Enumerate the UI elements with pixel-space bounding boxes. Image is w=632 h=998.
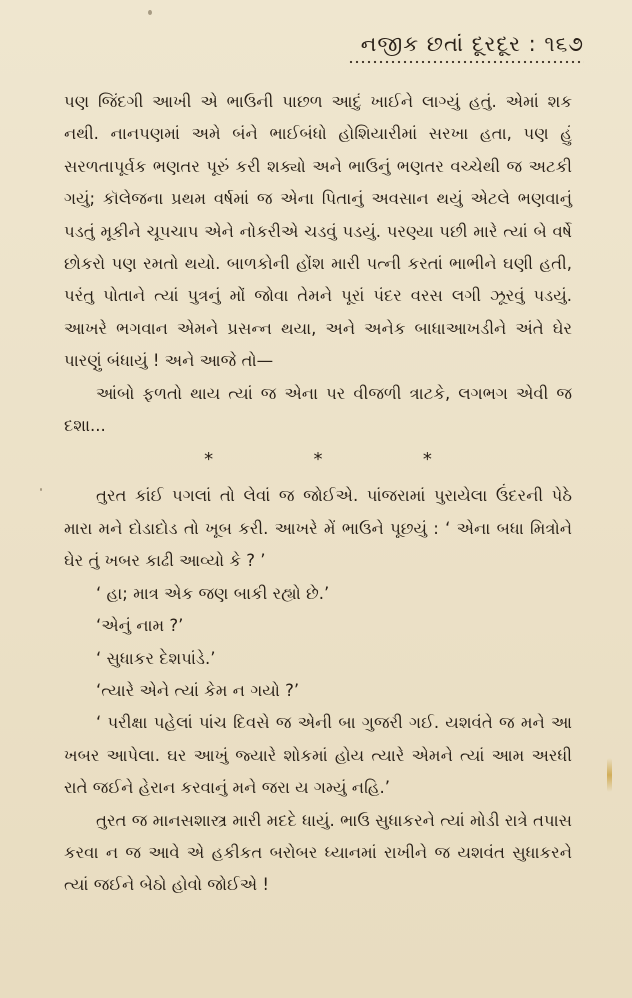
dotted-rule: [348, 59, 584, 65]
section-separator: [64, 448, 572, 472]
paper-stain: [607, 758, 612, 792]
paragraph: આંબો ફળતો થાય ત્યાં જ એના પર વીજળી ત્રાટકે, લગભગ એવી જ દશા...: [64, 383, 572, 436]
body-text: [64, 86, 572, 902]
separator-star: *: [313, 449, 323, 471]
dialogue-line: ‘એનું નામ ?’: [96, 616, 184, 636]
dialogue-line: ‘ હા; માત્ર એક જણ બાકી રહ્યો છે.’: [96, 583, 330, 603]
paper-speck: [40, 488, 42, 491]
paragraph: તુરત જ માનસશાસ્ત્ર મારી મદદે ધાયું. ભાઉ સુધાકરને ત્યાં મોડી રાત્રે તપાસ કરવા ન જ આવે એ હકીકત બરોબર ધ્યાનમાં રાખીને જ યશવંત સુધાકરને ત્યાં જઈને બેઠો હોવો જોઈએ !: [64, 810, 572, 895]
running-title: નજીક છતાં દૂરદૂર : ૧૬૭: [360, 32, 584, 56]
separator-star: *: [204, 449, 214, 471]
paragraph: ‘ પરીક્ષા પહેલાં પાંચ દિવસે જ એની બા ગુજરી ગઈ. યશવંતે જ મને આ ખબર આપેલા. ઘર આખું જ્યારે શોકમાં હોય ત્યારે એમને ત્યાં આમ અરધી રાતે જઈને હેરાન કરવાનું મને જરા ય ગમ્યું નહિ.’: [64, 713, 572, 798]
separator-star: *: [422, 449, 432, 471]
paper-speck: [148, 10, 152, 15]
dialogue-line: ‘ સુધાકર દેશપાંડે.’: [96, 648, 216, 668]
paragraph: પણ જિંદગી આખી એ ભાઉની પાછળ આદું ખાઈને લાગ્યું હતું. એમાં શક નથી. નાનપણમાં અમે બંને ભાઈબંધો હોશિયારીમાં સરખા હતા, પણ હું સરળતાપૂર્વક ભણતર પૂરું કરી શક્યો અને ભાઉનું ભણતર વચ્ચેથી જ અટકી ગયું; કૉલેજના પ્રથમ વર્ષમાં જ એના પિતાનું અવસાન થયું એટલે ભણવાનું પડતું મૂકીને ચૂપચાપ એને નોકરીએ ચડવું પડયું. પરણ્યા પછી મારે ત્યાં બે વર્ષે છોકરો પણ રમતો થયો. બાળકોની હોંશ મારી પત્ની કરતાં ભાભીને ઘણી હતી, પરંતુ પોતાને ત્યાં પુત્રનું મોં જોવા તેમને પૂરાં પંદર વરસ લગી ઝૂરવું પડયું. આખરે ભગવાન એમને પ્રસન્ન થયા, અને અનેક બાધાઆખડીને અંતે ઘેર પારણું બંધાયું ! અને આજે તો—: [64, 92, 572, 371]
dialogue-line: ‘ત્યારે એને ત્યાં કેમ ન ગયો ?’: [96, 680, 300, 700]
paragraph: તુરત કાંઈ પગલાં તો લેવાં જ જોઈએ. પાંજરામાં પુરાયેલા ઉંદરની પેઠે મારા મને દોડાદોડ તો ખૂબ કરી. આખરે મેં ભાઉને પૂછયું : ‘ એના બધા મિત્રોને ઘેર તું ખબર કાઢી આવ્યો કે ? ’: [64, 486, 572, 571]
running-header: [304, 32, 584, 65]
